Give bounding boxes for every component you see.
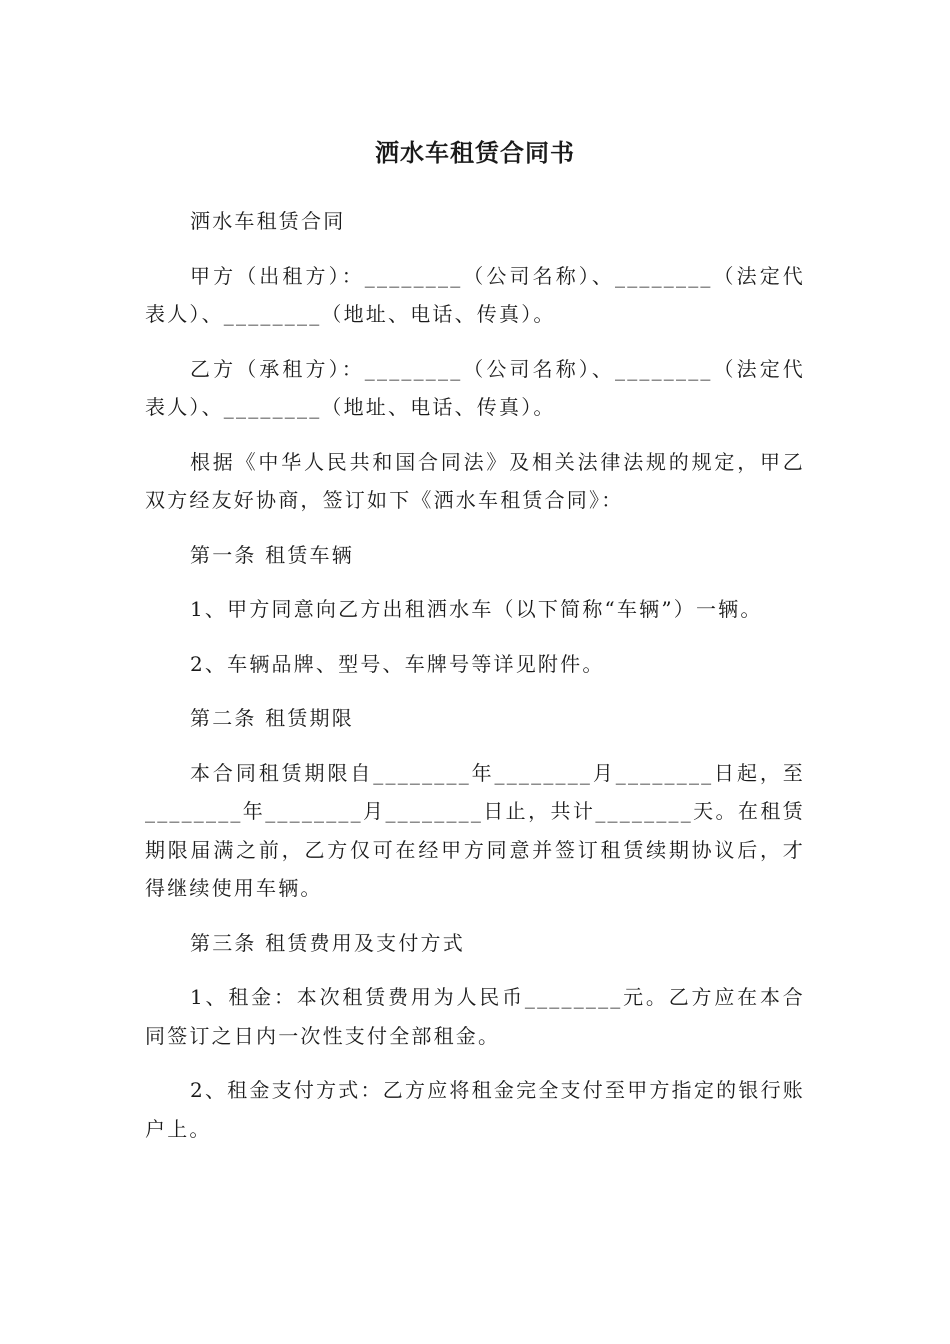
- article-1-clause-2: 2、车辆品牌、型号、车牌号等详见附件。: [190, 651, 605, 676]
- article-3-clause-1: 1、租金：本次租赁费用为人民币________元。乙方应在本合同签订之日内一次性支付全部租金。: [145, 985, 805, 1048]
- article-2-heading: 第二条 租赁期限: [190, 706, 354, 730]
- article-2-body: 本合同租赁期限自________年________月________日起，至________年________月________日止，共计________天。在租赁期限届满之前，乙方仅可在经甲方同意并签订租赁续期协议后，才得继续使用车辆。: [145, 760, 805, 900]
- paragraph-contract-name: 洒水车租赁合同: [190, 209, 346, 233]
- paragraph-party-b: 乙方（承租方）：________（公司名称）、________（法定代表人）、________（地址、电话、传真）。: [145, 356, 805, 419]
- article-3-clause-2: 2、租金支付方式：乙方应将租金完全支付至甲方指定的银行账户上。: [145, 1078, 805, 1141]
- document-title: 洒水车租赁合同书: [375, 139, 575, 167]
- document-body: [145, 202, 805, 1164]
- article-3-heading: 第三条 租赁费用及支付方式: [190, 930, 465, 955]
- article-1-clause-1: 1、甲方同意向乙方出租洒水车（以下简称“车辆”）一辆。: [190, 597, 763, 621]
- paragraph-party-a: 甲方（出租方）：________（公司名称）、________（法定代表人）、________（地址、电话、传真）。: [145, 263, 805, 326]
- article-1-heading: 第一条 租赁车辆: [190, 542, 354, 567]
- paragraph-preamble: 根据《中华人民共和国合同法》及相关法律法规的规定，甲乙双方经友好协商，签订如下《洒水车租赁合同》：: [145, 449, 805, 512]
